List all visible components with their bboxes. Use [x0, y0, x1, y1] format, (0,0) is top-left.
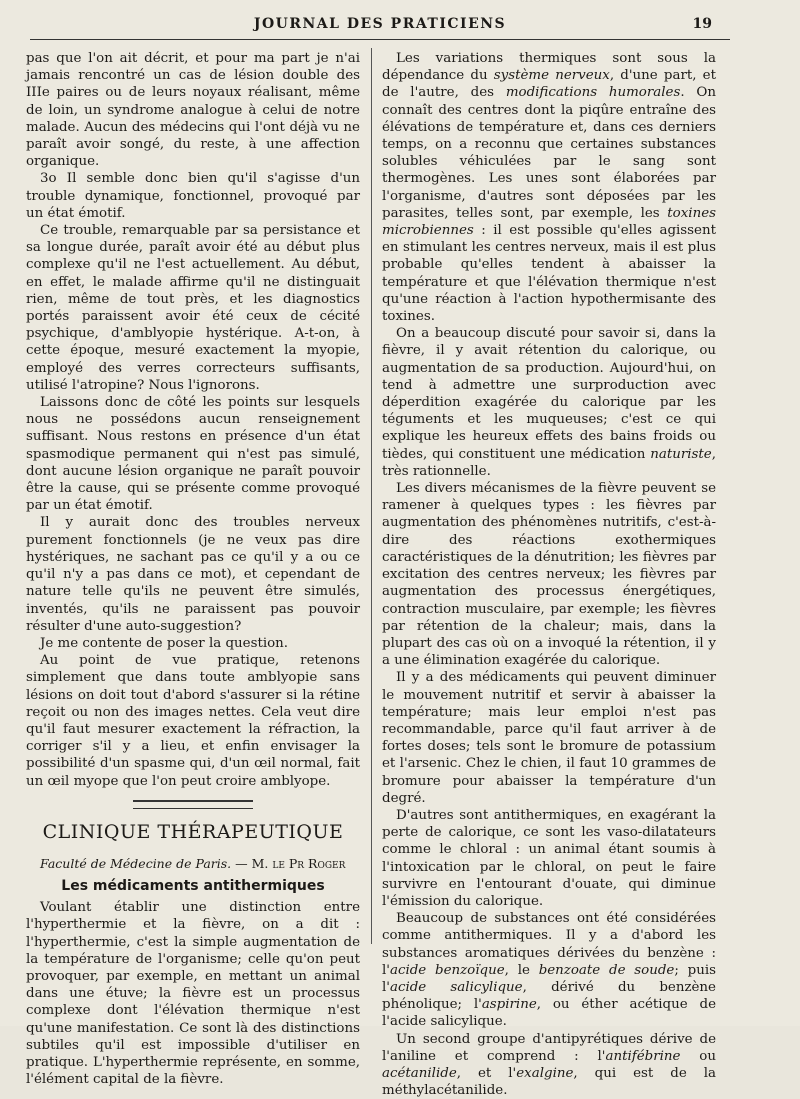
paragraph: Il y aurait donc des troubles nerveux purement fonctionnels (je ne veux pas dire hystériques, ne sachant pas ce qu'il y a ou ce qu'il n'y a pas dans ce mot), et cependant de nature telle qu'ils ne peuvent être simulés, inventés, qu'ils ne paraissent pas pouvoir résulter d'une auto-suggestion? — [26, 515, 360, 634]
paragraph: Les divers mécanismes de la fièvre peuvent se ramener à quelques types : les fièvres par augmentation des phénomènes nutritifs, c'est-à-dire des réactions exothermiques caractéristiques de la dénutrition; les fièvres par excitation des centres nerveux; les fièvres par augmentation des processus énergétiques, contraction musculaire, par exemple; les fièvres par rétention de la chaleur; mais, dans la plupart des cas où on a invoqué la rétention, il y a une élimination exagérée du calorique. — [382, 481, 716, 669]
paragraph: pas que l'on ait décrit, et pour ma part je n'ai jamais rencontré un cas de lésion double des IIIe paires ou de leurs noyaux réalisant, même de loin, un syndrome analogue à celui de notre malade. Aucun des médecins qui l'ont déjà vu ne paraît avoir songé, du reste, à une affection organique. — [26, 51, 360, 170]
paragraph: On a beaucoup discuté pour savoir si, dans la fièvre, il y avait rétention du calorique, ou augmentation de sa production. Aujourd'hui, on tend à admettre une surproduction avec déperdition exagérée du calorique par les téguments et les muqueuses; c'est ce qui explique les heureux effets des bains froids ou tièdes, qui constituent une médication naturiste, très rationnelle. — [382, 326, 716, 479]
right-column — [382, 50, 716, 1099]
paragraph: Beaucoup de substances ont été considérées comme antithermiques. Il y a d'abord les substances aromatiques dérivées du benzène : l'acide benzoïque, le benzoate de soude; puis l'acide salicylique, dérivé du benzène phénolique; l'aspirine, ou éther acétique de l'acide salicylique. — [382, 911, 716, 1030]
paragraph: Un second groupe d'antipyrétiques dérive de l'aniline et comprend : l'antifébrine ou acétanilide, et l'exalgine, qui est de la méthylacétanilide. — [382, 1031, 717, 1099]
paragraph: Les variations thermiques sont sous la dépendance du système nerveux, d'une part, et de l'autre, des modifications humorales. On connaît des centres dont la piqûre entraîne des élévations de température et, dans ces derniers temps, on a reconnu que certaines substances solubles véhiculées par le sang sont thermogènes. Les unes sont élaborées par l'organisme, d'autres sont déposées par les parasites, telles sont, par exemple, les toxines microbiennes : il est possible qu'elles agissent en stimulant les centres nerveux, mais il est plus probable qu'elles tendent à abaisser la température et que l'élévation thermique n'est qu'une réaction à l'action hypothermisante des toxines. — [382, 51, 716, 325]
section-rule — [133, 800, 253, 809]
page-header — [0, 0, 800, 40]
paragraph: Au point de vue pratique, retenons simplement que dans toute amblyopie sans lésions on doit tout d'abord s'assurer si la rétine reçoit ou non des images nettes. Cela veut dire qu'il faut mesurer exactement la réfraction, la corriger s'il y a lieu, et enfin envisager la possibilité d'un spasme qui, d'un œil normal, fait un œil myope que l'on peut croire amblyope. — [26, 653, 360, 789]
faculty-name: Faculté de Médecine de Paris. — [40, 855, 232, 871]
page-number: 19 — [692, 16, 712, 32]
paragraph: D'autres sont antithermiques, en exagérant la perte de calorique, ce sont les vaso-dilatateurs comme le chloral : un animal étant soumis à l'intoxication par le chloral, on peut le faire survivre en l'entourant d'ouate, qui diminue l'émission du calorique. — [382, 807, 716, 909]
paragraph: Il y a des médicaments qui peuvent diminuer le mouvement nutritif et servir à abaisser la température; mais leur emploi n'est pas recommandable, parce qu'il faut arriver à de fortes doses; tels sont le bromure de potassium et l'arsenic. Chez le chien, il faut 10 grammes de bromure pour abaisser la température d'un degré. — [382, 670, 716, 806]
paragraph: Ce trouble, remarquable par sa persistance et sa longue durée, paraît avoir été au début plus complexe qu'il ne l'est actuellement. Au début, en effet, le malade affirme qu'il ne distinguait rien, même de tout près, et les diagnostics portés paraissent avoir été ceux de cécité psychique, d'amblyopie hystérique. A-t-on, à cette époque, mesuré exactement la myopie, employé des verres correcteurs suffisants, utilisé l'atropine? Nous l'ignorons. — [26, 223, 360, 393]
section-title: CLINIQUE THÉRAPEUTIQUE — [42, 820, 344, 843]
lecture-author: — M. le Pr Roger — [235, 855, 346, 871]
column-divider — [371, 48, 372, 944]
paragraph: 3o Il semble donc bien qu'il s'agisse d'un trouble dynamique, fonctionnel, provoqué par un état émotif. — [26, 171, 360, 221]
header-rule — [30, 39, 730, 40]
article-title: Les médicaments antithermiques — [61, 877, 325, 894]
paragraph: Je me contente de poser la question. — [40, 635, 289, 651]
journal-title: JOURNAL DES PRATICIENS — [253, 16, 507, 32]
paragraph: Laissons donc de côté les points sur lesquels nous ne possédons aucun renseignement suffisant. Nous restons en présence d'un état spasmodique permanent qui n'est pas simulé, dont aucune lésion organique ne paraît pouvoir être la cause, qui se présente comme provoqué par un état émotif. — [26, 395, 360, 514]
paragraph: Voulant établir une distinction entre l'hyperthermie et la fièvre, on a dit : l'hyperthermie, c'est la simple augmentation de la température de l'organisme; celle qu'on peut provoquer, par exemple, en mettant un animal dans une étuve; la fièvre est un processus complexe dont l'élévation thermique n'est qu'une manifestation. Ce sont là des distinctions subtiles qu'il est impossible d'utiliser en pratique. L'hyperthermie représente, en somme, l'élément capital de la fièvre. — [26, 900, 360, 1088]
lecture-source — [26, 855, 360, 872]
left-column — [26, 50, 360, 1088]
